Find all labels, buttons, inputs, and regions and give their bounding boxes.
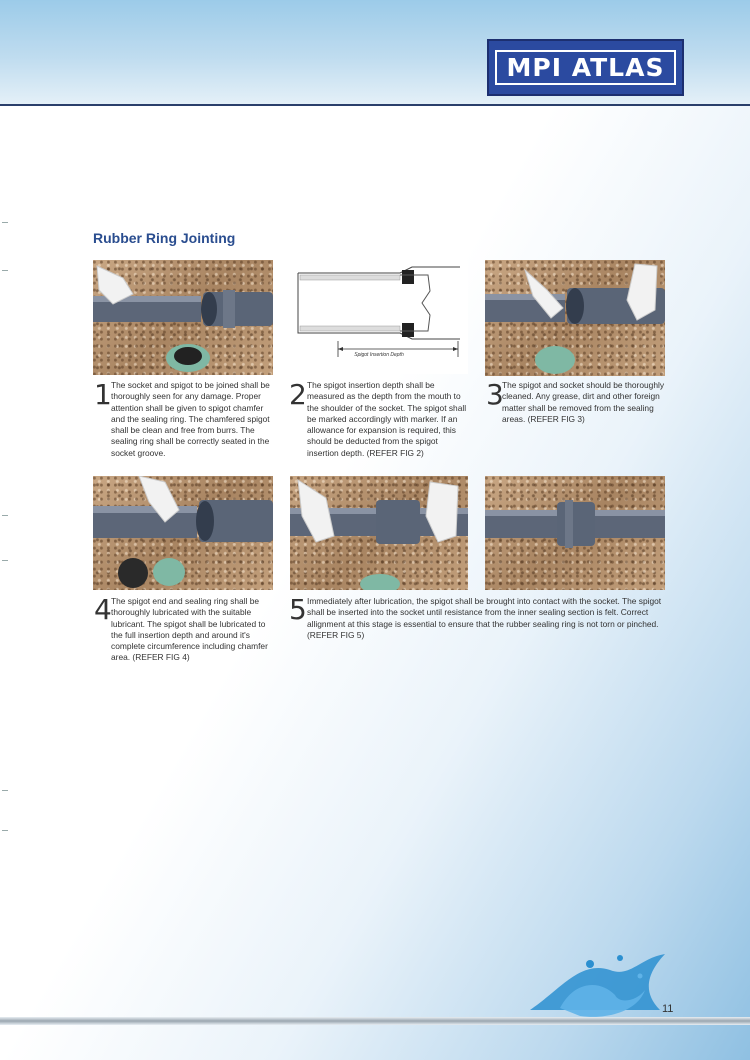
diagram-dimension-label: Spigot Insertion Depth <box>354 352 404 358</box>
step-5-number: 5 <box>289 593 307 626</box>
step-4-text: The spigot end and sealing ring shall be thoroughly lubricated with the suitable lubricant. The spigot shall be lubricated to the full insertion depth and around it's complete circumference including chamfer area. (REFER FIG 4) <box>111 596 268 663</box>
section-title: Rubber Ring Jointing <box>93 230 236 246</box>
logo-text: MPI ATLAS <box>495 50 677 85</box>
photo-step-3 <box>485 260 665 376</box>
step-4-number: 4 <box>94 593 112 626</box>
binding-mark <box>2 560 8 561</box>
footer-rule <box>0 1017 750 1025</box>
photo-step-5a <box>290 476 468 590</box>
photo-step-1 <box>93 260 273 375</box>
brand-logo <box>487 39 684 96</box>
step-1-text: The socket and spigot to be joined shall be thoroughly seen for any damage. Proper attention shall be given to spigot chamfer and the sealing ring. The chamfered spigot shall be clean and free from burrs. The sealing ring shall be correctly seated in the socket groove. <box>111 380 270 458</box>
binding-mark <box>2 830 8 831</box>
binding-mark <box>2 515 8 516</box>
step-3-number: 3 <box>486 378 504 411</box>
header-rule <box>0 104 750 106</box>
step-3-text: The spigot and socket should be thoroughly cleaned. Any grease, dirt and other foreign matter shall be removed from the sealing areas. (REFER FIG 3) <box>502 380 665 424</box>
page-number: 11 <box>662 1003 674 1015</box>
step-1-number: 1 <box>94 378 112 411</box>
binding-mark <box>2 222 8 223</box>
step-2-text: The spigot insertion depth shall be measured as the depth from the mouth to the shoulder of the socket. The spigot shall be marked accordingly with marker. If an allowance for expansion is required, this should be deducted from the spigot insertion depth. (REFER FIG 2) <box>307 380 467 458</box>
water-splash-graphic <box>520 950 670 1025</box>
binding-mark <box>2 270 8 271</box>
photo-step-4 <box>93 476 273 590</box>
diagram-step-2 <box>290 261 468 374</box>
step-2-number: 2 <box>289 378 307 411</box>
photo-step-5b <box>485 476 665 590</box>
step-5-text: Immediately after lubrication, the spigot shall be brought into contact with the socket. The spigot shall be inserted into the socket until resistance from the inner sealing section is felt. Correct allignment at this stage is essential to ensure that the rubber sealing ring is not torn or pinched. (REFER FIG 5) <box>307 596 662 640</box>
binding-mark <box>2 790 8 791</box>
